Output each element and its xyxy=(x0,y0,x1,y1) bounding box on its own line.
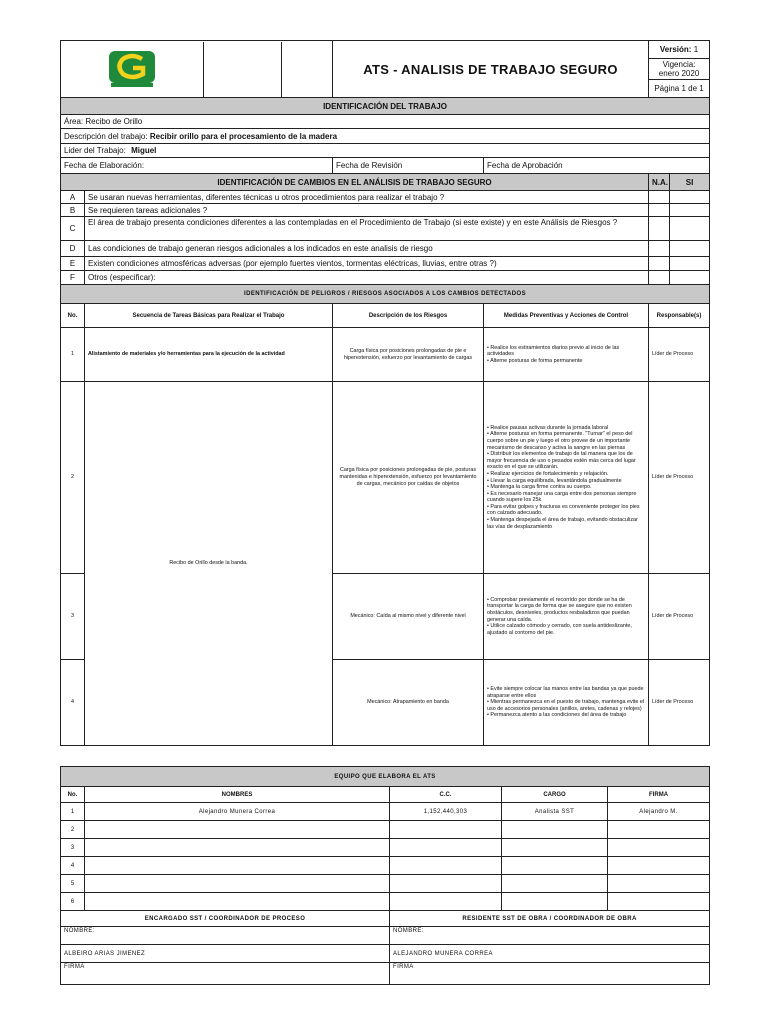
medidas-list xyxy=(487,425,645,531)
medida-item: • Alterne posturas en forma permanente. "Turnar" el peso del cuerpo sobre un pie y luego el otro provee de un importante mecanismo de descanso y activa la sangre en las piernas xyxy=(487,431,633,451)
equipo-cc[interactable] xyxy=(390,821,502,839)
header-logo-cell xyxy=(61,41,333,98)
peligro-medidas xyxy=(484,574,649,660)
col-header-riesgos: Descripción de los Riesgos xyxy=(333,304,484,328)
cambio-na-cell[interactable] xyxy=(649,204,670,217)
equipo-row xyxy=(61,803,710,821)
residente-title: RESIDENTE SST DE OBRA / COORDINADOR DE OBRA xyxy=(390,911,710,927)
medidas-list xyxy=(487,597,645,637)
col-na: N.A. xyxy=(649,174,670,191)
residente-nombre[interactable]: ALEJANDRO MUNERA CORREA xyxy=(390,945,710,963)
medida-item: • Realice los estiramientos diarios previo al inicio de las actividades xyxy=(487,344,620,358)
col-header-secuencia: Secuencia de Tareas Básicas para Realizar el Trabajo xyxy=(85,304,333,328)
equipo-nombre[interactable] xyxy=(85,821,390,839)
peligro-riesgo: Mecánico: Caída al mismo nivel y diferente nivel xyxy=(333,574,484,660)
equipo-cc[interactable]: 1,152,440,303 xyxy=(390,803,502,821)
equipo-cargo[interactable] xyxy=(502,821,608,839)
cambio-letter: B xyxy=(61,204,85,217)
fecha-revision: Fecha de Revisión xyxy=(333,158,484,174)
equipo-no: 6 xyxy=(61,893,85,911)
peligro-riesgo: Carga física por posiciones prolongadas de pie e hiperextensión, esfuerzo por levantamiento de cargas xyxy=(333,328,484,382)
medida-item: • Mantenga la carga firme contra su cuerpo. xyxy=(487,484,592,491)
equipo-cargo[interactable] xyxy=(502,839,608,857)
equipo-cargo[interactable]: Analista SST xyxy=(502,803,608,821)
peligro-responsable: Líder de Proceso xyxy=(649,328,710,382)
cambio-row xyxy=(61,271,710,285)
equipo-cargo[interactable] xyxy=(502,875,608,893)
descripcion-label: Descripción del trabajo: xyxy=(64,131,148,141)
cambio-letter: A xyxy=(61,191,85,204)
equipo-no: 5 xyxy=(61,875,85,893)
medida-item: • Comprobar previamente el recorrido por donde se ha de transportar la carga de forma que se asegure que no existen obstáculos, desniveles, productos resbaladizos que puedan generar una caída. xyxy=(487,596,632,623)
peligro-no: 1 xyxy=(61,328,85,382)
version-label: Versión: xyxy=(659,45,692,54)
residente-nombre-label: NOMBRE: xyxy=(390,927,710,945)
equipo-nombre[interactable] xyxy=(85,857,390,875)
equipo-firma[interactable]: Alejandro M. xyxy=(608,803,710,821)
medida-item: • Realice pausas activas durante la jornada laboral xyxy=(487,424,609,431)
medida-item: • Mientras permanezca en el puesto de trabajo, mantenga evite el uso de accesorios personales (anillos, aretes, cadenas y relojes) xyxy=(487,699,645,712)
equipo-table xyxy=(60,766,710,985)
medida-item: • Utilice calzado cómodo y cerrado, con suela antideslizante, ajustado al contorno del pie. xyxy=(487,623,632,636)
cambio-si-cell[interactable] xyxy=(670,204,710,217)
cambio-text: El área de trabajo presenta condiciones diferentes a las contempladas en el Procedimiento de Trabajo (si este existe) y en este Análisis de Riesgos ? xyxy=(85,217,649,241)
peligro-responsable: Líder de Proceso xyxy=(649,660,710,746)
peligro-row xyxy=(61,328,710,382)
medidas-list xyxy=(487,686,645,719)
cambio-na-cell[interactable] xyxy=(649,241,670,257)
cambio-na-cell[interactable] xyxy=(649,271,670,285)
equipo-firma[interactable] xyxy=(608,839,710,857)
equipo-no: 2 xyxy=(61,821,85,839)
cambio-row xyxy=(61,241,710,257)
cambio-si-cell[interactable] xyxy=(670,257,710,271)
cambio-text: Las condiciones de trabajo generan riesgos adicionales a los indicados en este analisis de riesgo xyxy=(85,241,649,257)
encargado-nombre[interactable]: ALBEIRO ARIAS JIMENEZ xyxy=(61,945,390,963)
cambio-row xyxy=(61,191,710,204)
cambio-text: Existen condiciones atmosféricas adversas (por ejemplo fuertes vientos, tormentas eléctricas, lluvias, entre otras ?) xyxy=(85,257,649,271)
peligro-no: 3 xyxy=(61,574,85,660)
cambio-text: Se requieren tareas adicionales ? xyxy=(85,204,649,217)
peligro-tarea-grouped: Recibo de Orillo desde la banda. xyxy=(85,382,333,746)
medida-item: • Mantenga despejada el área de trabajo, evitando obstaculizar las vías de desplazamiento xyxy=(487,517,638,530)
cambio-row xyxy=(61,204,710,217)
peligro-medidas xyxy=(484,382,649,574)
equipo-firma[interactable] xyxy=(608,821,710,839)
equipo-cc[interactable] xyxy=(390,839,502,857)
cambio-letter: F xyxy=(61,271,85,285)
equipo-row xyxy=(61,821,710,839)
cambio-letter: E xyxy=(61,257,85,271)
equipo-row xyxy=(61,875,710,893)
peligros-title: IDENTIFICACIÓN DE PELIGROS / RIESGOS ASOCIADOS A LOS CAMBIOS DETECTADOS xyxy=(61,285,710,304)
cambio-row xyxy=(61,257,710,271)
cambio-letter: D xyxy=(61,241,85,257)
residente-firma[interactable]: FIRMA xyxy=(390,963,710,985)
document-title: ATS - ANALISIS DE TRABAJO SEGURO xyxy=(333,41,649,98)
equipo-cargo[interactable] xyxy=(502,857,608,875)
equipo-nombre[interactable] xyxy=(85,893,390,911)
equipo-no: 1 xyxy=(61,803,85,821)
lider-value: Miguel xyxy=(131,146,157,155)
identificacion-title: IDENTIFICACIÓN DEL TRABAJO xyxy=(61,98,710,115)
cambio-si-cell[interactable] xyxy=(670,241,710,257)
cambio-si-cell[interactable] xyxy=(670,191,710,204)
medidas-list xyxy=(487,345,645,365)
peligro-tarea: Alistamiento de materiales y/o herramientas para la ejecución de la actividad xyxy=(85,328,333,382)
cambio-row xyxy=(61,217,710,241)
peligro-row xyxy=(61,382,710,574)
col-header-medidas: Medidas Preventivas y Acciones de Control xyxy=(484,304,649,328)
equipo-no: 3 xyxy=(61,839,85,857)
equipo-header-cc: C.C. xyxy=(390,787,502,803)
company-logo xyxy=(61,42,204,97)
equipo-row xyxy=(61,857,710,875)
equipo-cc[interactable] xyxy=(390,857,502,875)
vigencia: Vigencia: enero 2020 xyxy=(649,59,710,80)
ats-form-table xyxy=(60,40,710,746)
peligro-responsable: Líder de Proceso xyxy=(649,382,710,574)
version-cell xyxy=(649,41,710,59)
equipo-row xyxy=(61,839,710,857)
medida-item: • Llevar la carga equilibrada, levantándola gradualmente xyxy=(487,477,622,484)
lider-label: Lider del Trabajo: xyxy=(64,146,126,155)
cambio-text: Otros (especificar): xyxy=(85,271,649,285)
peligro-no: 2 xyxy=(61,382,85,574)
equipo-cc[interactable] xyxy=(390,875,502,893)
medida-item: • Permanezca atento a las condiciones del área de trabajo xyxy=(487,712,627,719)
equipo-nombre[interactable] xyxy=(85,875,390,893)
equipo-cargo[interactable] xyxy=(502,893,608,911)
header-blank-2 xyxy=(282,42,332,97)
equipo-firma[interactable] xyxy=(608,893,710,911)
equipo-title: EQUIPO QUE ELABORA EL ATS xyxy=(61,767,710,787)
medida-item: • Evite siempre colocar las manos entre las bandas ya que puede atraparse entre ellos xyxy=(487,686,644,699)
cambio-na-cell[interactable] xyxy=(649,217,670,241)
cambio-na-cell[interactable] xyxy=(649,257,670,271)
cambio-na-cell[interactable] xyxy=(649,191,670,204)
cambio-text: Se usaran nuevas herramientas, diferentes técnicas u otros procedimientos para realizar el trabajo ? xyxy=(85,191,649,204)
equipo-nombre[interactable]: Alejandro Munera Correa xyxy=(85,803,390,821)
cambios-title: IDENTIFICACIÓN DE CAMBIOS EN EL ANÁLISIS DE TRABAJO SEGURO xyxy=(61,174,649,191)
header-blank-1 xyxy=(204,42,282,97)
equipo-firma[interactable] xyxy=(608,875,710,893)
equipo-header-no: No. xyxy=(61,787,85,803)
col-header-no: No. xyxy=(61,304,85,328)
peligro-medidas xyxy=(484,660,649,746)
col-header-responsable: Responsable(s) xyxy=(649,304,710,328)
equipo-row xyxy=(61,893,710,911)
col-si: SI xyxy=(670,174,710,191)
pagina: Página 1 de 1 xyxy=(649,80,710,98)
medida-item: • Distribuir los elementos de trabajo de tal manera que los de mayor frecuencia de uso o pesados estén más cerca del lugar exacto en el que se utilizarán. xyxy=(487,451,636,471)
cambio-letter: C xyxy=(61,217,85,241)
medida-item: • Realizar ejercicios de fortalecimiento y relajación. xyxy=(487,470,609,477)
peligro-no: 4 xyxy=(61,660,85,746)
fecha-aprobacion: Fecha de Aprobación xyxy=(484,158,710,174)
cambio-si-cell[interactable] xyxy=(670,271,710,285)
encargado-title: ENCARGADO SST / COORDINADOR DE PROCESO xyxy=(61,911,390,927)
version-value: 1 xyxy=(693,45,699,54)
equipo-cc[interactable] xyxy=(390,893,502,911)
equipo-header-firma: FIRMA xyxy=(608,787,710,803)
peligro-responsable: Líder de Proceso xyxy=(649,574,710,660)
cambio-si-cell[interactable] xyxy=(670,217,710,241)
peligro-riesgo: Carga física por posiciones prolongadas de pie, posturas mantenidas e hiperextensión, esfuerzo por levantamiento de cargas, mecánico por caídas de objetos xyxy=(333,382,484,574)
descripcion-field xyxy=(61,129,710,144)
encargado-nombre-label: NOMBRE: xyxy=(61,927,390,945)
peligro-riesgo: Mecánico: Atrapamiento en banda xyxy=(333,660,484,746)
equipo-firma[interactable] xyxy=(608,857,710,875)
medida-item: • Alterne posturas de forma permanente xyxy=(487,357,583,364)
medida-item: • Es necesario manejar una carga entre dos personas siempre cuando supere los 25k xyxy=(487,490,637,504)
area-field: Área: Recibo de Orillo xyxy=(61,115,710,129)
descripcion-value: Recibir orillo para el procesamiento de la madera xyxy=(149,131,338,141)
equipo-header-nombres: NOMBRES xyxy=(85,787,390,803)
equipo-header-cargo: CARGO xyxy=(502,787,608,803)
equipo-nombre[interactable] xyxy=(85,839,390,857)
equipo-no: 4 xyxy=(61,857,85,875)
lider-field xyxy=(61,144,710,158)
peligro-medidas xyxy=(484,328,649,382)
fecha-elaboracion: Fecha de Elaboración: xyxy=(61,158,333,174)
logo-icon xyxy=(107,49,157,89)
medida-item: • Para evitar golpes y fracturas es conveniente proteger los pies con calzado adecuado. xyxy=(487,503,640,517)
encargado-firma[interactable]: FIRMA xyxy=(61,963,390,985)
